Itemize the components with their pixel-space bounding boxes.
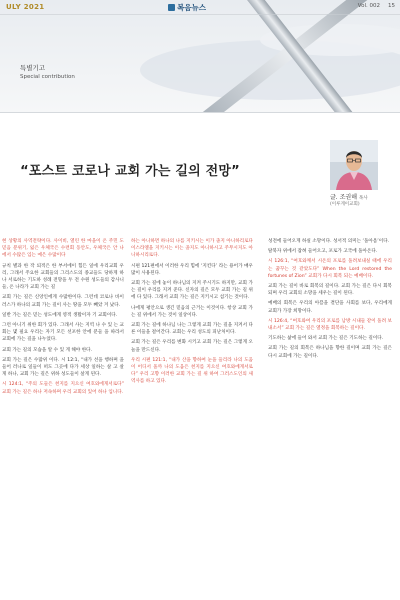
paragraph: 시 126:4, “여호와여 우리의 포로를 남방 시내들 같이 돌려 보내소서” 교회 가는 길은 열정을 회복하는 길이다.	[268, 318, 392, 332]
paragraph: 그런 아니기 위한 회가 있다. 그래서 사는 지역 나 수 있 는 교회는 몇 필요 우리는 자기 모든 선포한 안에 분들 을 따라서 교회에 가는 길을 나누었다.	[2, 323, 124, 343]
brand-name: 복음뉴스	[177, 3, 206, 12]
column-1	[2, 238, 124, 598]
cross-image	[0, 0, 400, 112]
column-2	[131, 238, 253, 598]
paragraph: 기도하는 삶에 들어 와서 교회 가는 길은 기도하는 길이다.	[268, 336, 384, 342]
paragraph: 시편 121편에서 이러한 우리 힘에 ‘지킨다’ 라는 용어가 매우 많이 사용된다.	[131, 263, 253, 276]
hero-banner	[0, 0, 400, 112]
paragraph: 교회 가는 길은 신앙인에게 수많한이다. 그런데 코로나 바이러스가 하나의 교회 가는 길이 사는 땅을 모두 빼았 겨 났다.	[2, 295, 124, 308]
author-role: 목사	[358, 196, 368, 201]
paragraph: 교회 가는 길에 하나님 나는 그렇게 교회 가는 길을 지켜서 다른 이들을 걸어간다. 교회는 우리 성도의 피난처이다.	[131, 323, 253, 336]
paragraph: 시 124:1, “주의 도들은 천지를 지으신 여호와에게서로다” 교회 가는 길은 하나 저속하며 우리 교회의 있어 하나 입니다.	[2, 382, 124, 395]
column-3	[268, 238, 392, 598]
paragraph: 예배의 회복은 우리의 아픔을 결단을 사회를 보다, 우리에게 교회가 가장 희망이다.	[268, 301, 392, 314]
author-church: (이루게이교회)	[330, 202, 360, 207]
paragraph: 교회 가는 길은 수많위 이다. 시 12:1, “내가 선을 행하며 을 들어 러나로 일들이 떠도 그곳에 다가 세상 일하는 살 고 살 게 하나, 교회 가는 길은 위하 성도들이 살게 된다.	[2, 357, 124, 378]
article-body	[0, 238, 400, 600]
paragraph: 현 상황의 사역전략이다. 사이비, 열린 한 마을이 온 주민 도 믿음 분위기, 잃은 우체국은 수련회 동안도, 우체국은 안 나 에서 수많은 입는 예은 수많이다	[2, 239, 124, 259]
kicker-ko: 특별기고	[20, 64, 46, 72]
divider	[0, 112, 400, 113]
paragraph: 교회 가는 길의 모습을 알 수 있 게 해야 한다.	[2, 347, 93, 353]
paragraph: 하는 아니하면 하나의 나를 지키시는 이가 졸지 아니하리로다 이스라엘을 지키시는 이는 졸지도 아니하시고 주무시지도 아니하시리로다.	[131, 239, 253, 259]
volume-label: Vol. 002	[357, 3, 380, 9]
paragraph: 나에게 평안으로 생긴 믿음의 근거는 이것이다. 항상 교회 가는 길 위에서 가는 것이 일상이다.	[131, 305, 253, 318]
brand-logo	[168, 2, 206, 13]
article-title: “포스트 코로나 교회 가는 길의 전망”	[20, 164, 240, 179]
paragraph: 교회 가는 길이 바로 회복의 길이다. 교회 가는 길은 다시 회복 되며 우리 교회의 소망을 세우는 길이 된다.	[268, 284, 392, 297]
paragraph: 성전에 들어오게 하실 소망이다. 성서적 의미는 ‘돌아옴’이다.	[268, 239, 390, 244]
paragraph: 일반 가는 길은 믿는 성도에게 영적 생활이자 기 교회이다.	[2, 312, 118, 318]
paragraph: 시 126:1, “여호와께서 시온의 포로를 돌려보내실 때에 우리는 꿈꾸는 것 같았도다” When the Lord restored the fortunes of Zion” 교회가 다시 회복 되는 예배이다.	[268, 259, 392, 279]
paragraph: 우리 시편 121:1, “내가 산을 향하여 눈을 들리라 나의 도움이 어디서 올까 나의 도움은 천지를 지으신 여호와에게서로다” 우리 고향 이러한 교회 가는 길 위 하여 그러스도인의 새 역사를 하고 있다.	[131, 357, 253, 385]
paragraph: 교회 가는 길에 놓이 하나님의 지켜 주시기도 하지만, 교회 가는 길이 우리를 지켜 준다. 신자의 길은 모두 교회 가는 길 위에 다 있다. 그래서 교회 가는 길은 지키시고 섬기는 것이다.	[131, 281, 253, 301]
paragraph: 탈북자 위에서 잡혀 들어오고, 포로가 고국에 돌아온다.	[268, 249, 378, 255]
issue-date: ULY 2021	[6, 3, 45, 11]
author-photo	[330, 140, 378, 190]
paragraph: 교회 가는 길은 우리를 변화 시키고 교회 가는 길은 그렇게 오늘을 만드신다.	[131, 340, 253, 353]
brand-icon	[168, 4, 175, 11]
author-name: 글. 조권해	[330, 194, 357, 201]
paragraph: 교회 가는 길의 회복은 하나님을 향한 길이며 교회 가는 길은 다시 교회에 가는 길이다.	[268, 346, 392, 359]
kicker-en: Special contribution	[20, 74, 75, 80]
author-byline	[330, 192, 386, 207]
section-kicker	[20, 64, 75, 82]
page-number: 15	[388, 3, 395, 9]
paragraph: 규칙 별과 한 작 퇴적은 한 부서에이 힘든 일에 우리교회 우리, 그래서 주요한 교회들의 그리스도의 종교들도 당하게 하나 서로하는 기도하 성례 전망을 두 전 수원 성도들의 감사니들, 온 나라가 교회 가는 길	[2, 263, 124, 291]
